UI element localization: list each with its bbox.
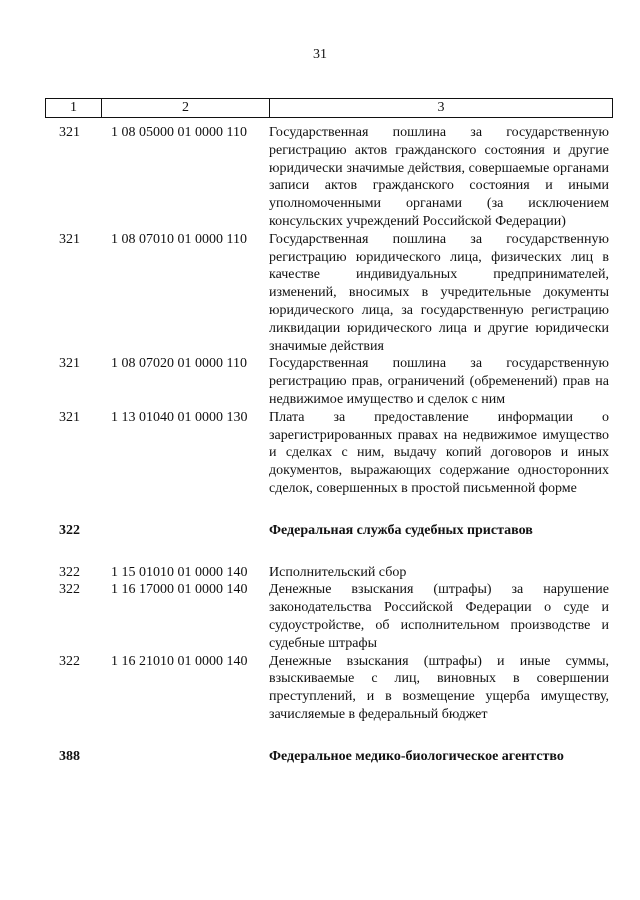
table-row: [45, 355, 613, 408]
section-row: [45, 522, 613, 540]
budget-class-code: 1 15 01010 01 0000 140: [111, 564, 248, 580]
table-header: [45, 98, 613, 118]
budget-class-code: 1 16 17000 01 0000 140: [111, 582, 248, 598]
table-row: [45, 409, 613, 498]
income-description: Денежные взыскания (штрафы) и иные суммы, взыскиваемые с лиц, виновных в совершении преступлений, и в возмещение ущерба имуществу, зачисляемые в федеральный бюджет: [269, 653, 609, 722]
admin-code: 321: [59, 356, 80, 372]
income-description: Исполнительский сбор: [269, 564, 407, 580]
header-col-1: 1: [46, 99, 102, 117]
table-body: [45, 124, 613, 790]
budget-class-code: 1 13 01040 01 0000 130: [111, 409, 248, 425]
admin-code: 321: [59, 125, 80, 140]
budget-class-code: 1 08 07020 01 0000 110: [111, 356, 247, 372]
administrator-name: Федеральная служба судебных приставов: [269, 522, 533, 538]
header-col-3: 3: [437, 100, 445, 115]
admin-code: 388: [59, 748, 80, 764]
income-description: Государственная пошлина за государственную регистрацию актов гражданского состояния и другие юридически значимые действия, совершаемые органами записи актов гражданского состояния и иными уполномоченными органами (за исключением консульских учреждений Российской Федерации): [269, 125, 609, 229]
income-description: Денежные взыскания (штрафы) за нарушение законодательства Российской Федерации о суде и судоустройстве, об исполнительном производстве и судебные штрафы: [269, 582, 609, 651]
page-number: 31: [313, 47, 327, 62]
income-description: Плата за предоставление информации о зарегистрированных правах на недвижимое имущество и сделках с ним, выдачу копий договоров и иных документов, выражающих содержание односторонних сделок, совершенных в простой письменной форме: [269, 409, 609, 496]
table-row: [45, 581, 613, 652]
budget-class-code: [101, 522, 269, 540]
admin-code: 322: [59, 564, 80, 580]
budget-class-code: 1 08 07010 01 0000 110: [111, 231, 247, 247]
table-row: [45, 653, 613, 724]
admin-code: 322: [59, 582, 80, 598]
admin-code: 322: [59, 653, 80, 669]
income-description: Государственная пошлина за государственную регистрацию юридического лица, физических лиц в качестве индивидуальных предпринимателей, изменений, вносимых в учредительные документы юридического лица, за государственную регистрацию ликвидации юридического лица и другие юридически значимые действия: [269, 231, 609, 354]
budget-class-code: 1 08 05000 01 0000 110: [111, 125, 247, 140]
header-col-2: 2: [102, 99, 270, 117]
budget-class-code: [101, 748, 269, 766]
administrator-name: Федеральное медико-биологическое агентство: [269, 748, 564, 764]
admin-code: 321: [59, 231, 80, 247]
table-row: [45, 564, 613, 582]
section-row: [45, 748, 613, 766]
income-description: Государственная пошлина за государственную регистрацию прав, ограничений (обременений) прав на недвижимое имущество и сделок с ним: [269, 356, 609, 407]
budget-class-code: 1 16 21010 01 0000 140: [111, 653, 248, 669]
admin-code: 322: [59, 522, 80, 538]
admin-code: 321: [59, 409, 80, 425]
table-row: [45, 124, 613, 231]
table-row: [45, 231, 613, 356]
